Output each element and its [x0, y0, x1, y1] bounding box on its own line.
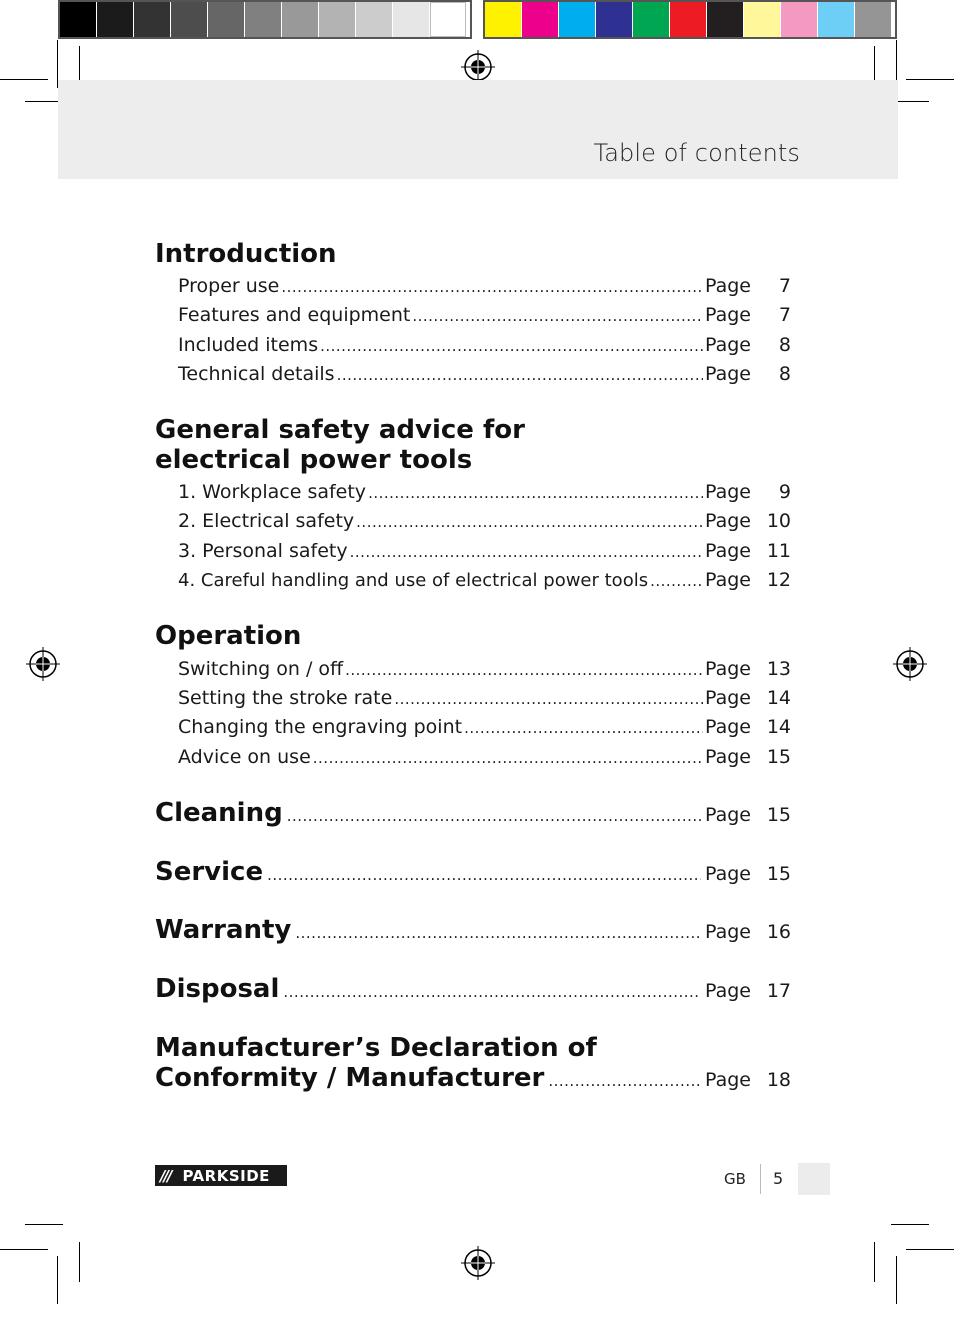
section-title-safety-line2: electrical power tools	[155, 445, 473, 475]
page-word: Page	[705, 804, 751, 826]
page-number: 10	[766, 510, 791, 532]
page-word: Page	[705, 687, 751, 709]
leader-dots	[464, 716, 703, 740]
page-word: Page	[705, 540, 751, 562]
section-title-safety-line1: General safety advice for	[155, 415, 525, 445]
toc-entry[interactable]	[178, 274, 791, 298]
leader-dots	[548, 1072, 701, 1090]
leader-dots	[356, 510, 703, 534]
section-title-cleaning: Cleaning	[155, 798, 283, 828]
page-word: Page	[705, 569, 751, 591]
leader-dots	[350, 540, 703, 564]
leader-dots	[313, 746, 703, 770]
toc-entry-warranty[interactable]	[155, 915, 791, 947]
footer-divider	[760, 1164, 761, 1194]
toc-entry-label: 2. Electrical safety	[178, 510, 355, 532]
page-number: 16	[766, 921, 791, 943]
toc-entry[interactable]	[178, 480, 791, 504]
toc-entry-declaration[interactable]	[155, 1063, 791, 1095]
toc-entry[interactable]	[178, 509, 791, 533]
page-word: Page	[705, 334, 751, 356]
leader-dots	[281, 275, 703, 299]
page-word: Page	[705, 980, 751, 1002]
leader-dots	[412, 304, 703, 328]
toc-entry[interactable]	[178, 686, 791, 710]
leader-dots	[295, 924, 701, 942]
logo-brand: PARKSIDE	[182, 1166, 270, 1185]
leader-dots	[337, 363, 703, 387]
toc-entry-label: Proper use	[178, 275, 280, 297]
page-number: 7	[778, 304, 791, 326]
page-number: 13	[766, 658, 791, 680]
leader-dots	[394, 687, 703, 711]
toc-entry-label: Included items	[178, 334, 319, 356]
crop-mark	[891, 1224, 929, 1225]
crop-mark	[57, 1256, 58, 1304]
section-title-service: Service	[155, 857, 264, 887]
toc-entry-label: Changing the engraving point	[178, 716, 463, 738]
toc-entry-label: Features and equipment	[178, 304, 411, 326]
crop-mark	[906, 1249, 954, 1250]
registration-mark-icon	[26, 647, 60, 681]
page-word: Page	[705, 510, 751, 532]
parkside-logo	[155, 1165, 287, 1186]
toc-entry-label: 3. Personal safety	[178, 540, 348, 562]
page-word: Page	[705, 658, 751, 680]
crop-mark	[874, 1242, 875, 1282]
crop-mark	[896, 1256, 897, 1304]
page-number: 8	[778, 334, 791, 356]
toc-entry[interactable]	[178, 568, 791, 592]
page-number: 9	[778, 481, 791, 503]
toc-entry-disposal[interactable]	[155, 974, 791, 1006]
toc-entry-label: Setting the stroke rate	[178, 687, 393, 709]
leader-dots	[267, 866, 701, 884]
toc-entry-label: Technical details	[178, 363, 335, 385]
section-title-declaration-line2: Conformity / Manufacturer	[155, 1063, 545, 1093]
section-title-operation: Operation	[155, 621, 302, 651]
section-title-disposal: Disposal	[155, 974, 280, 1004]
page-number: 7	[778, 275, 791, 297]
toc-entry[interactable]	[178, 715, 791, 739]
toc-entry[interactable]	[178, 333, 791, 357]
leader-dots	[650, 569, 703, 593]
page-word: Page	[705, 363, 751, 385]
toc-entry[interactable]	[178, 362, 791, 386]
crop-mark	[0, 1249, 48, 1250]
page-word: Page	[705, 1069, 751, 1091]
toc-entry[interactable]	[178, 539, 791, 563]
leader-dots	[287, 807, 701, 825]
page-number: 12	[766, 569, 791, 591]
page-number: 14	[766, 716, 791, 738]
logo-slashes: ///	[160, 1166, 171, 1185]
page-number: 15	[766, 746, 791, 768]
page-number: 15	[766, 863, 791, 885]
color-bar-frame	[58, 0, 472, 39]
toc-entry-label: 1. Workplace safety	[178, 481, 367, 503]
toc-entry-label: 4. Careful handling and use of electrical power tools	[178, 570, 649, 591]
page-word: Page	[705, 304, 751, 326]
page-word: Page	[705, 481, 751, 503]
page-number: 18	[766, 1069, 791, 1091]
page-word: Page	[705, 716, 751, 738]
leader-dots	[320, 334, 703, 358]
section-title-introduction: Introduction	[155, 239, 337, 269]
footer-tab-box	[798, 1163, 830, 1195]
crop-mark	[79, 1242, 80, 1282]
crop-mark	[906, 79, 954, 80]
toc-entry-label: Switching on / off	[178, 658, 344, 680]
language-code: GB	[724, 1170, 746, 1188]
toc-entry-label: Advice on use	[178, 746, 311, 768]
toc-entry-service[interactable]	[155, 857, 791, 889]
page-number-footer: 5	[773, 1169, 784, 1188]
page-number: 14	[766, 687, 791, 709]
crop-mark	[25, 1224, 63, 1225]
page-word: Page	[705, 746, 751, 768]
page-number: 17	[766, 980, 791, 1002]
section-title-warranty: Warranty	[155, 915, 292, 945]
crop-mark	[0, 79, 48, 80]
color-bar-frame	[483, 0, 897, 39]
leader-dots	[283, 983, 701, 1001]
page-word: Page	[705, 863, 751, 885]
page-word: Page	[705, 275, 751, 297]
toc-entry-cleaning[interactable]	[155, 798, 791, 830]
toc-entry[interactable]	[178, 657, 791, 681]
page-number: 8	[778, 363, 791, 385]
page-number: 15	[766, 804, 791, 826]
registration-mark-icon	[893, 647, 927, 681]
leader-dots	[368, 481, 703, 505]
leader-dots	[345, 658, 703, 682]
registration-mark-icon	[461, 50, 495, 84]
registration-mark-icon	[461, 1246, 495, 1280]
page-word: Page	[705, 921, 751, 943]
section-title-declaration-line1: Manufacturer’s Declaration of	[155, 1033, 597, 1063]
page-number: 11	[766, 540, 791, 562]
toc-entry[interactable]	[178, 745, 791, 769]
toc-entry[interactable]	[178, 303, 791, 327]
page-title: Table of contents	[593, 139, 800, 167]
